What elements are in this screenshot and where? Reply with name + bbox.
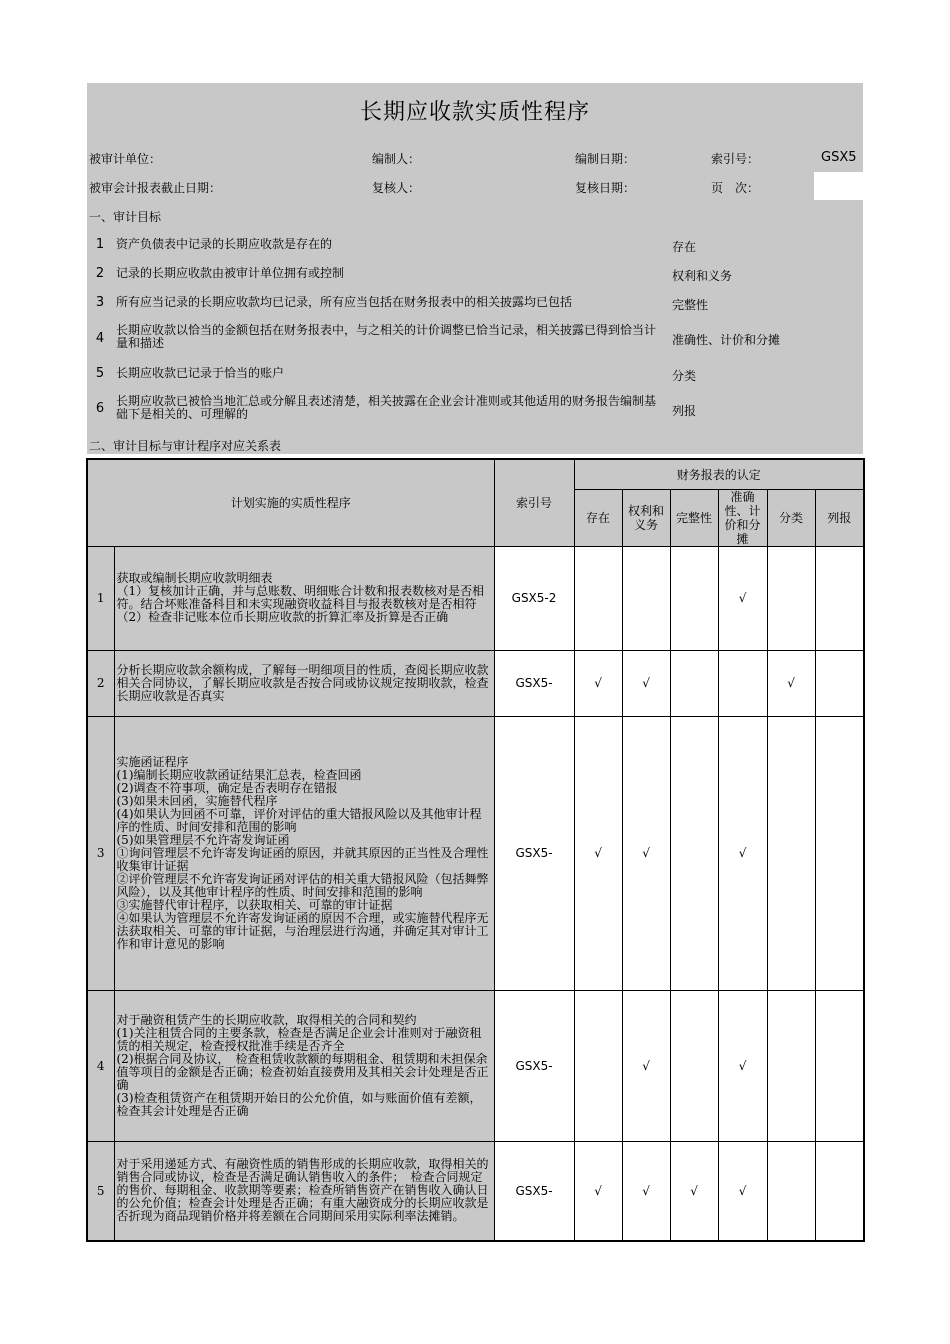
index-cell[interactable]: GSX5-2 [494, 546, 574, 650]
check-existence[interactable]: √ [574, 650, 622, 716]
objective-assertion: 权利和义务 [672, 269, 733, 283]
check-classification[interactable] [767, 1141, 815, 1241]
check-completeness[interactable] [670, 650, 718, 716]
assertion-col-accuracy: 准确性、计价和分摊 [718, 489, 767, 546]
prep-date-label: 编制日期： [575, 152, 636, 166]
reviewer-label: 复核人： [372, 181, 421, 195]
check-classification[interactable] [767, 546, 815, 650]
col-header-index: 索引号 [494, 459, 574, 546]
mapping-section-title: 二、审计目标与审计程序对应关系表 [89, 439, 282, 453]
check-existence[interactable]: √ [574, 1141, 622, 1241]
procedure-description: 获取或编制长期应收款明细表 （1）复核加计正确，并与总账数、明细账合计数和报表数核对是否相符。结合坏账准备科目和未实现融资收益科目与报表数核对是否相符 （2）检查非记账本位币长期应收款的折算汇率及折算是否正确 [114, 546, 494, 650]
check-completeness[interactable] [670, 990, 718, 1141]
check-presentation[interactable] [815, 716, 864, 990]
check-classification[interactable]: √ [767, 650, 815, 716]
objective-number: 6 [95, 401, 105, 416]
objective-text: 长期应收款已被恰当地汇总或分解且表述清楚，相关披露在企业会计准则或其他适用的财务报告编制基础下是相关的、可理解的 [116, 394, 657, 421]
page-title: 长期应收款实质性程序 [359, 100, 590, 125]
check-rights[interactable]: √ [622, 650, 670, 716]
objective-text: 记录的长期应收款由被审计单位拥有或控制 [116, 266, 345, 280]
index-cell[interactable]: GSX5- [494, 716, 574, 990]
check-accuracy[interactable]: √ [718, 716, 767, 990]
procedure-description: 对于融资租赁产生的长期应收款，取得相关的合同和契约 (1)关注租赁合同的主要条款，检查是否满足企业会计准则对于融资租赁的相关规定，检查授权批准手续是否齐全 (2)根据合同及协议， 检查租赁收款额的每期租金、租赁期和未担保余值等项目的金额是否正确；检查初始直接费用及其相关会计处理是否正确 (3)检查租赁资产在租赁期开始日的公允价值，如与账面价值有差额，检查其会计处理是否正确 [114, 990, 494, 1141]
procedure-table [86, 458, 865, 1242]
check-accuracy[interactable] [718, 650, 767, 716]
check-completeness[interactable] [670, 716, 718, 990]
objective-number: 3 [95, 295, 105, 310]
preparer-label: 编制人： [372, 152, 421, 166]
objective-text: 资产负债表中记录的长期应收款是存在的 [116, 237, 333, 251]
objective-number: 1 [95, 237, 105, 252]
objective-number: 4 [95, 331, 105, 346]
index-label: 索引号： [711, 152, 760, 166]
index-value: GSX5 [821, 150, 857, 165]
col-header-assertions: 财务报表的认定 [574, 459, 864, 489]
row-number: 3 [87, 716, 114, 990]
assertion-col-presentation: 列报 [815, 489, 864, 546]
objective-assertion: 列报 [672, 404, 697, 418]
check-rights[interactable]: √ [622, 990, 670, 1141]
objective-text: 长期应收款以恰当的金额包括在财务报表中，与之相关的计价调整已恰当记录，相关披露已得到恰当计量和描述 [116, 323, 657, 350]
row-number: 4 [87, 990, 114, 1141]
objective-text: 所有应当记录的长期应收款均已记录，所有应当包括在财务报表中的相关披露均已包括 [116, 295, 573, 309]
table-row [87, 990, 864, 1141]
row-number: 2 [87, 650, 114, 716]
check-presentation[interactable] [815, 990, 864, 1141]
procedure-description: 实施函证程序 (1)编制长期应收款函证结果汇总表，检查回函 (2)调查不符事项，确定是否表明存在错报 (3)如果未回函，实施替代程序 (4)如果认为回函不可靠，评价对评估的重大错报风险以及其他审计程序的性质、时间安排和范围的影响 (5)如果管理层不允许寄发询证函 ①询问管理层不允许寄发询证函的原因，并就其原因的正当性及合理性收集审计证据 ②评价管理层不允许寄发询证函对评估的相关重大错报风险（包括舞弊风险），以及其他审计程序的性质、时间安排和范围的影响 ③实施替代审计程序，以获取相关、可靠的审计证据 ④如果认为管理层不允许寄发询证函的原因不合理，或实施替代程序无法获取相关、可靠的审计证据，与治理层进行沟通，并确定其对审计工作和审计意见的影响 [114, 716, 494, 990]
table-row [87, 716, 864, 990]
page-number-cell[interactable] [814, 172, 863, 200]
check-accuracy[interactable]: √ [718, 546, 767, 650]
col-header-procedure: 计划实施的实质性程序 [87, 459, 494, 546]
check-rights[interactable] [622, 546, 670, 650]
objective-assertion: 分类 [672, 369, 697, 383]
check-presentation[interactable] [815, 1141, 864, 1241]
table-row [87, 546, 864, 650]
assertion-col-completeness: 完整性 [670, 489, 718, 546]
check-classification[interactable] [767, 990, 815, 1141]
objective-assertion: 准确性、计价和分摊 [672, 333, 781, 347]
objectives-section-title: 一、审计目标 [89, 210, 162, 224]
table-row [87, 650, 864, 716]
check-classification[interactable] [767, 716, 815, 990]
objective-number: 5 [95, 366, 105, 381]
check-presentation[interactable] [815, 546, 864, 650]
check-accuracy[interactable]: √ [718, 1141, 767, 1241]
index-cell[interactable]: GSX5- [494, 650, 574, 716]
row-number: 1 [87, 546, 114, 650]
check-completeness[interactable]: √ [670, 1141, 718, 1241]
procedure-description: 分析长期应收款余额构成，了解每一明细项目的性质，查阅长期应收款相关合同协议，了解长期应收款是否按合同或协议规定按期收款，检查长期应收款是否真实 [114, 650, 494, 716]
objective-number: 2 [95, 266, 105, 281]
unit-label: 被审计单位： [89, 152, 162, 166]
cutoff-label: 被审会计报表截止日期： [89, 181, 222, 195]
check-existence[interactable] [574, 546, 622, 650]
objective-assertion: 完整性 [672, 298, 709, 312]
assertion-col-rights: 权利和义务 [622, 489, 670, 546]
assertion-col-classification: 分类 [767, 489, 815, 546]
table-row [87, 1141, 864, 1241]
check-existence[interactable]: √ [574, 716, 622, 990]
check-existence[interactable] [574, 990, 622, 1141]
objective-assertion: 存在 [672, 240, 697, 254]
check-rights[interactable]: √ [622, 716, 670, 990]
check-accuracy[interactable]: √ [718, 990, 767, 1141]
check-rights[interactable]: √ [622, 1141, 670, 1241]
objective-text: 长期应收款已记录于恰当的账户 [116, 366, 285, 380]
procedure-description: 对于采用递延方式、有融资性质的销售形成的长期应收款，取得相关的销售合同或协议，检查是否满足确认销售收入的条件； 检查合同规定的售价、每期租金、收款期等要素；检查所销售资产在销售收入确认日的公允价值；检查会计处理是否正确；有重大融资成分的长期应收款是否折现为商品现销价格并将差额在合同期间采用实际利率法摊销。 [114, 1141, 494, 1241]
row-number: 5 [87, 1141, 114, 1241]
page-label: 页 次： [711, 181, 760, 195]
check-completeness[interactable] [670, 546, 718, 650]
index-cell[interactable]: GSX5- [494, 990, 574, 1141]
index-cell[interactable]: GSX5- [494, 1141, 574, 1241]
review-date-label: 复核日期： [575, 181, 636, 195]
assertion-col-existence: 存在 [574, 489, 622, 546]
check-presentation[interactable] [815, 650, 864, 716]
